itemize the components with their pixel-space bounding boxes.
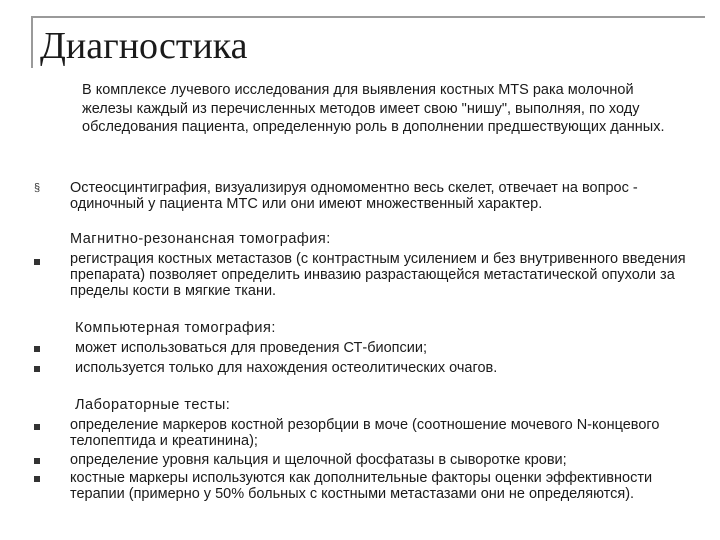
page-title: Диагностика: [40, 25, 248, 67]
bullet: [34, 259, 40, 265]
scintigraphy-text: [70, 180, 690, 212]
ct-item-1: может использоваться для проведения СТ-биопсии;: [75, 340, 428, 356]
scintigraphy-description: , визуализируя одномоментно весь скелет, отвечает на вопрос - одиночный у пациента МТС или они имеют множественный характер.: [70, 180, 638, 212]
bullet: [34, 366, 40, 372]
lab-item-3: костные маркеры используются как дополнительные факторы оценки эффективности терапии (примерно у 50% больных с костными метастазами они не определяются).: [70, 470, 653, 502]
scintigraphy-term: Остеосцинтиграфия: [70, 180, 207, 196]
bullet: [34, 346, 40, 352]
mrt-text: регистрация костных метастазов (с контрастным усилением и без внутривенного введения препарата) позволяет определить инвазию разрастающейся метастатической опухоли за пределы кости в мягкие ткани.: [70, 251, 686, 299]
lab-item-2: определение уровня кальция и щелочной фосфатазы в сыворотке крови;: [70, 452, 567, 468]
lab-heading: Лабораторные тесты:: [75, 397, 231, 413]
bullet: [34, 476, 40, 482]
bullet: [34, 458, 40, 464]
ct-heading: Компьютерная томография:: [75, 320, 276, 336]
ct-item-2: используется только для нахождения остеолитических очагов.: [75, 360, 498, 376]
bullet: [34, 424, 40, 430]
mrt-heading: Магнитно-резонансная томография:: [70, 231, 331, 247]
lab-item-1: определение маркеров костной резорбции в моче (соотношение мочевого N-концевого телопептида и креатинина);: [70, 417, 660, 449]
section-bullet: §: [34, 182, 41, 194]
intro-paragraph: В комплексе лучевого исследования для выявления костных MTS рака молочной железы каждый из перечисленных методов имеет свою "нишу", выполняя, по ходу обследования пациента, определенную роль в дополнении предшествующих данных.: [82, 82, 665, 135]
